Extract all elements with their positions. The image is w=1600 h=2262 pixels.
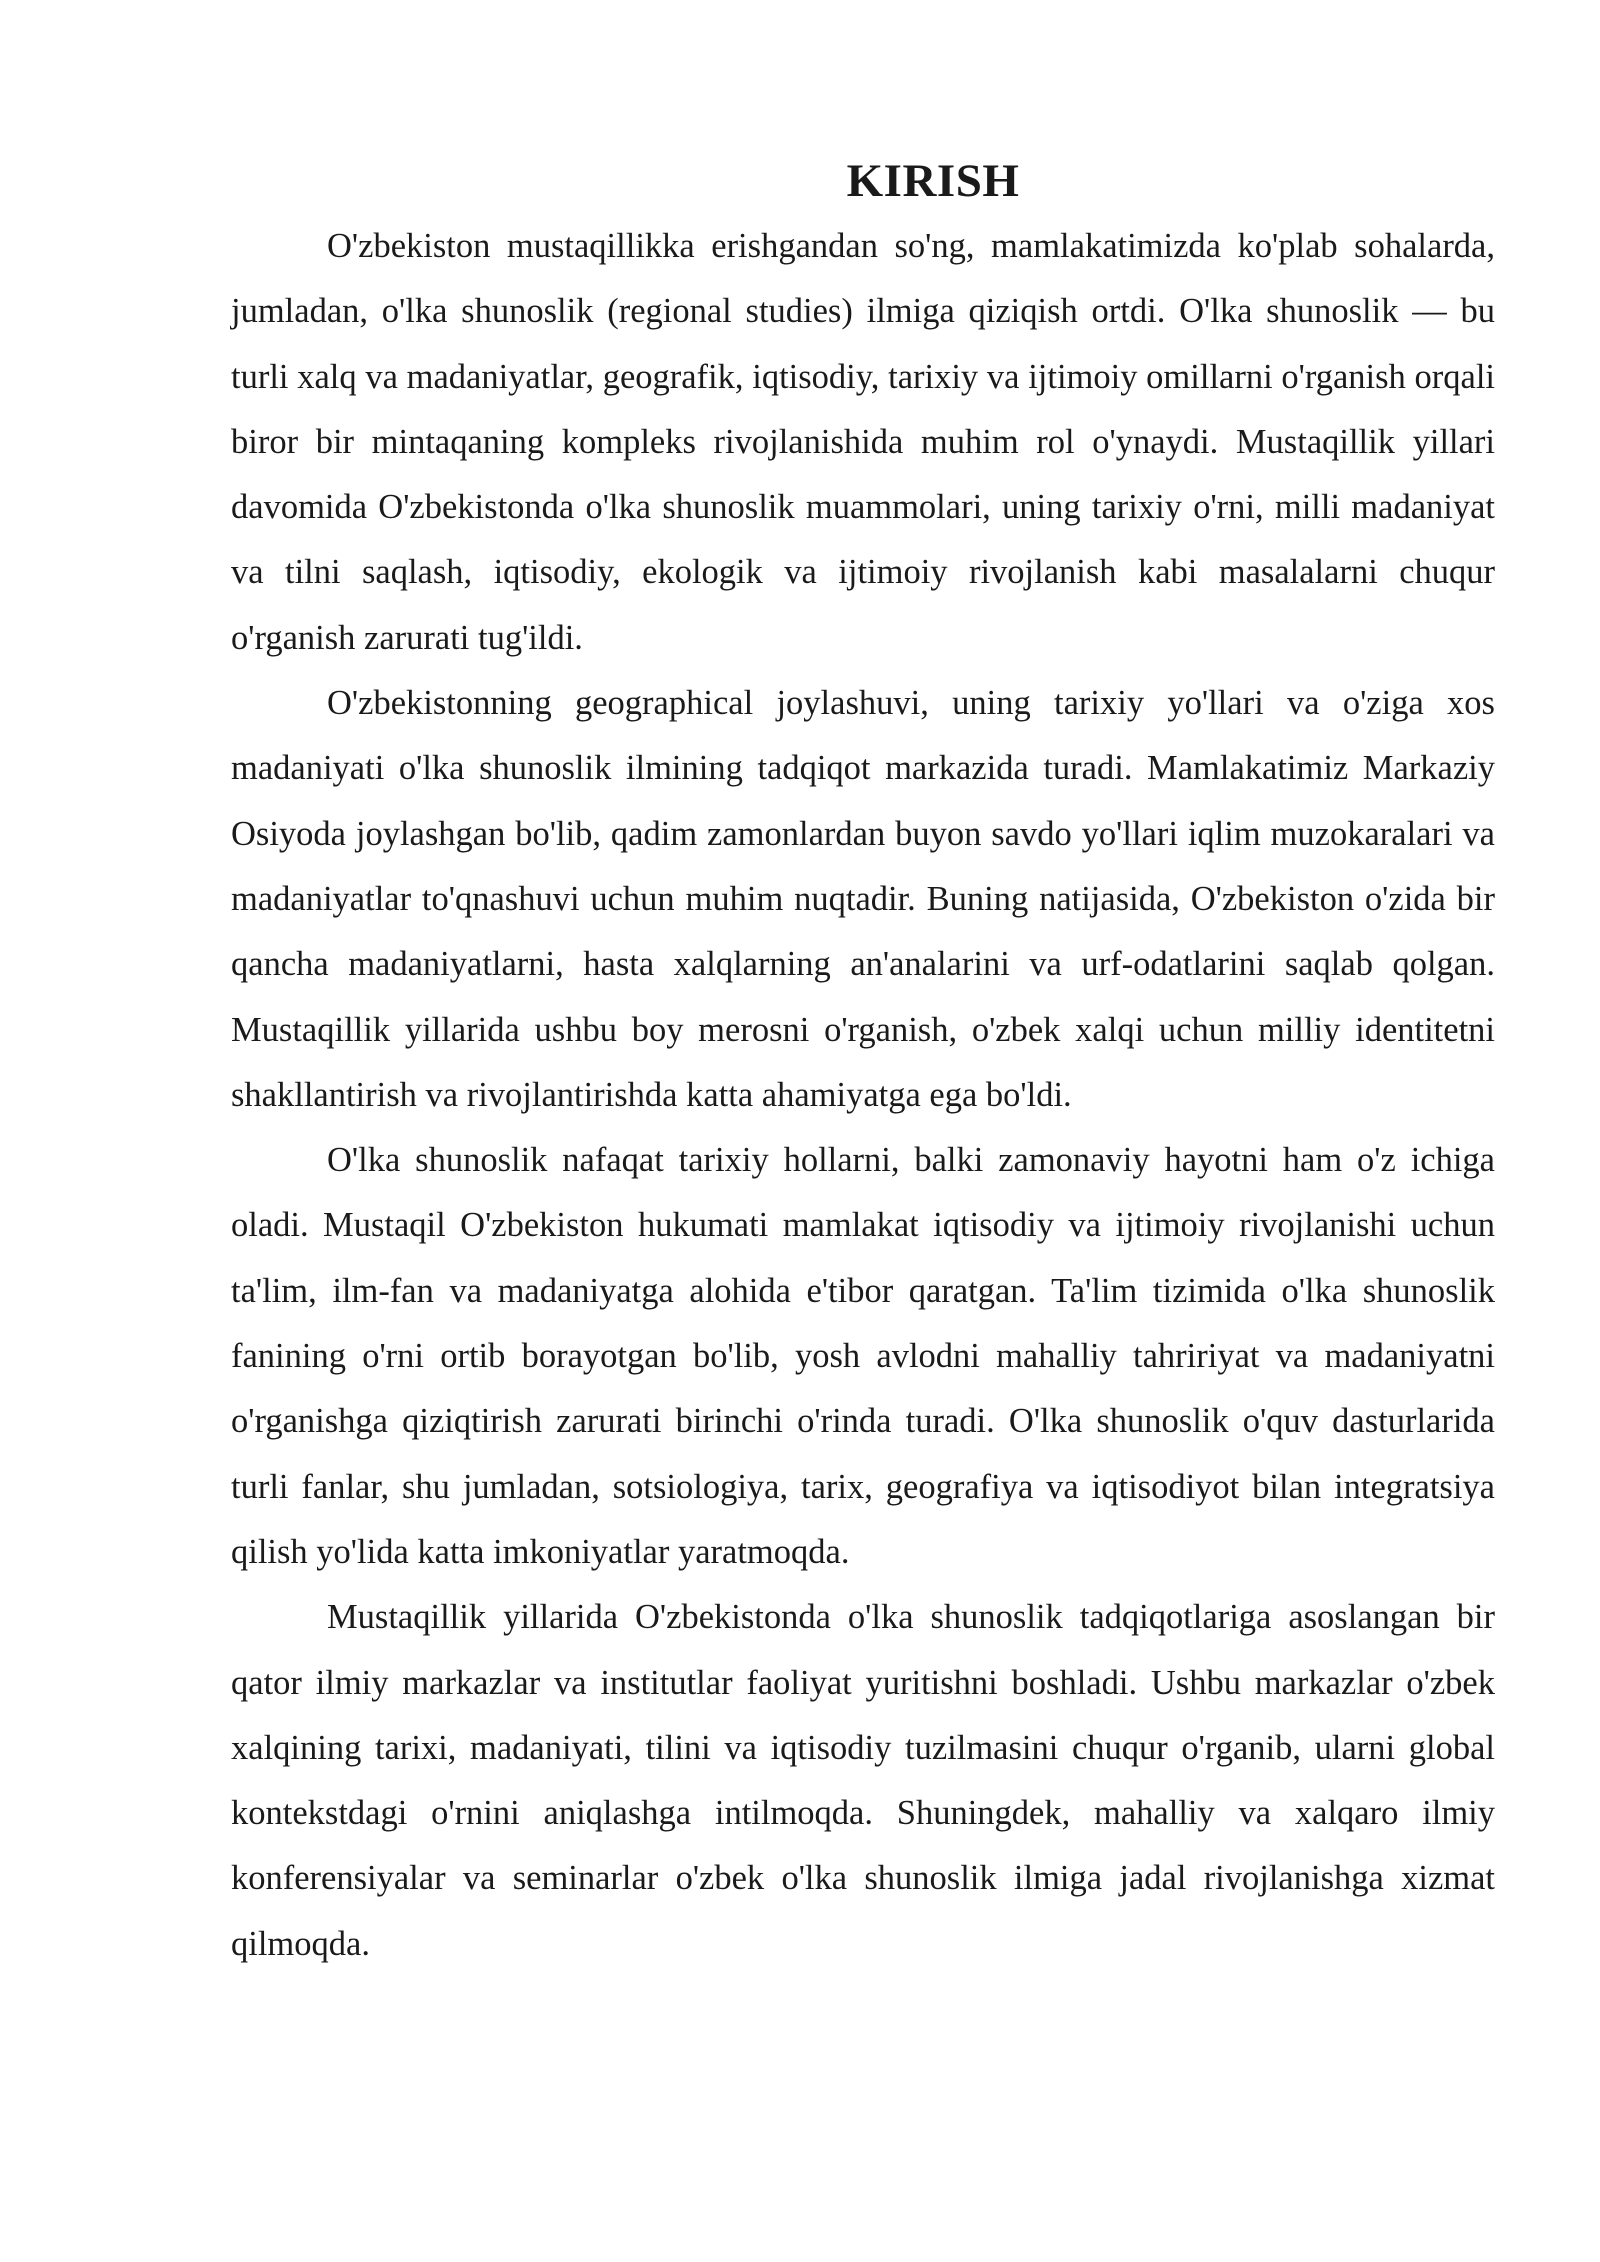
page-title: KIRISH: [846, 155, 1020, 207]
paragraph-3: O'lka shunoslik nafaqat tarixiy hollarni, balki zamonaviy hayotni ham o'z ichiga oladi. Mustaqil O'zbekiston hukumati mamlakat iqtisodiy va ijtimoiy rivojlanishi uchun ta'lim, ilm-fan va madaniyatga alohida e'tibor qaratgan. Ta'lim tizimida o'lka shunoslik fanining o'rni ortib borayotgan bo'lib, yosh avlodni mahalliy tahririyat va madaniyatni o'rganishga qiziqtirish zarurati birinchi o'rinda turadi. O'lka shunoslik o'quv dasturlarida turli fanlar, shu jumladan, sotsiologiya, tarix, geografiya va iqtisodiyot bilan integratsiya qilish yo'lida katta imkoniyatlar yaratmoqda.: [231, 1141, 1495, 1571]
paragraph-1: O'zbekiston mustaqillikka erishgandan so'ng, mamlakatimizda ko'plab sohalarda, jumladan, o'lka shunoslik (regional studies) ilmiga qiziqish ortdi. O'lka shunoslik — bu turli xalq va madaniyatlar, geografik, iqtisodiy, tarixiy va ijtimoiy omillarni o'rganish orqali biror bir mintaqaning kompleks rivojlanishida muhim rol o'ynaydi. Mustaqillik yillari davomida O'zbekistonda o'lka shunoslik muammolari, uning tarixiy o'rni, milli madaniyat va tilni saqlash, iqtisodiy, ekologik va ijtimoiy rivojlanish kabi masalalarni chuqur o'rganish zarurati tug'ildi.: [231, 227, 1495, 657]
paragraph-2: O'zbekistonning geographical joylashuvi, uning tarixiy yo'llari va o'ziga xos madaniyati o'lka shunoslik ilmining tadqiqot markazida turadi. Mamlakatimiz Markaziy Osiyoda joylashgan bo'lib, qadim zamonlardan buyon savdo yo'llari iqlim muzokaralari va madaniyatlar to'qnashuvi uchun muhim nuqtadir. Buning natijasida, O'zbekiston o'zida bir qancha madaniyatlarni, hasta xalqlarning an'analarini va urf-odatlarini saqlab qolgan. Mustaqillik yillarida ushbu boy merosni o'rganish, o'zbek xalqi uchun milliy identitetni shakllantirish va rivojlantirishda katta ahamiyatga ega bo'ldi.: [231, 684, 1495, 1114]
document-body: [231, 150, 1495, 1977]
paragraph-4: Mustaqillik yillarida O'zbekistonda o'lka shunoslik tadqiqotlariga asoslangan bir qator ilmiy markazlar va institutlar faoliyat yuritishni boshladi. Ushbu markazlar o'zbek xalqining tarixi, madaniyati, tilini va iqtisodiy tuzilmasini chuqur o'rganib, ularni global kontekstdagi o'rnini aniqlashga intilmoqda. Shuningdek, mahalliy va xalqaro ilmiy konferensiyalar va seminarlar o'zbek o'lka shunoslik ilmiga jadal rivojlanishga xizmat qilmoqda.: [231, 1598, 1495, 1963]
